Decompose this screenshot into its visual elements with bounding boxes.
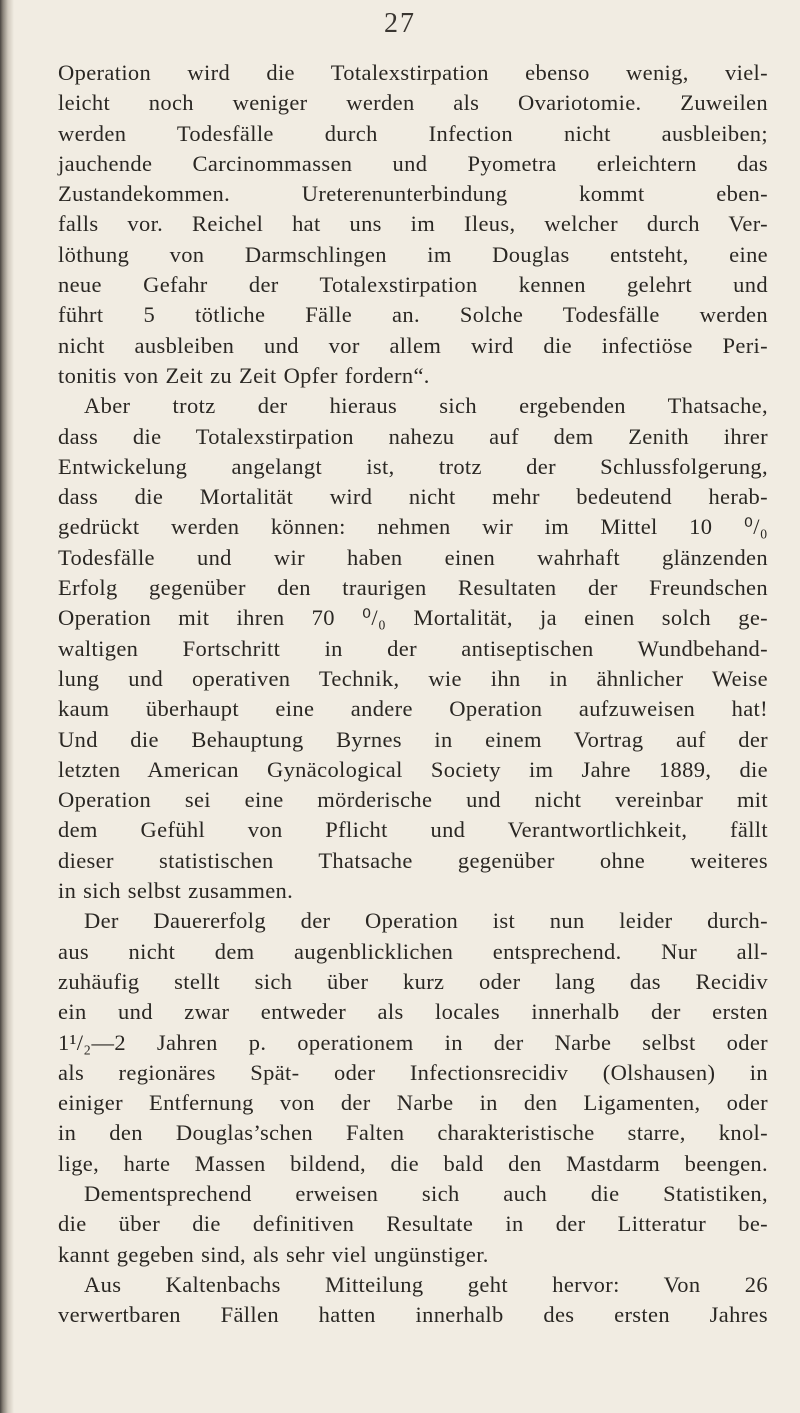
text-line: neue Gefahr der Totalexstirpation kennen gelehrt und (58, 272, 768, 298)
body-text (58, 58, 768, 1330)
text-line: nicht ausbleiben und vor allem wird die infectiöse Peri- (58, 332, 768, 358)
text-line: lige, harte Massen bildend, die bald den Mastdarm beengen. (58, 1150, 768, 1176)
text-line: dieser statistischen Thatsache gegenüber ohne weiteres (58, 847, 768, 873)
text-line: letzten American Gynäcological Society im Jahre 1889, die (58, 756, 768, 782)
text-line: ein und zwar entweder als locales innerhalb der ersten (58, 999, 768, 1025)
text-line: verwertbaren Fällen hatten innerhalb des ersten Jahres (58, 1302, 768, 1328)
text-line: Zustandekommen. Ureterenunterbindung kommt eben- (58, 181, 768, 207)
text-line: einiger Entfernung von der Narbe in den Ligamenten, oder (58, 1090, 768, 1116)
text-line: falls vor. Reichel hat uns im Ileus, welcher durch Ver- (58, 211, 768, 237)
text-line: in den Douglas’schen Falten charakteristische starre, knol- (58, 1120, 768, 1146)
text-line: gedrückt werden können: nehmen wir im Mittel 10 ⁰/₀ (58, 514, 768, 540)
text-line: Entwickelung angelangt ist, trotz der Schlussfolgerung, (58, 453, 768, 479)
text-line: Der Dauererfolg der Operation ist nun leider durch- (84, 908, 768, 934)
text-line: Erfolg gegenüber den traurigen Resultaten der Freundschen (58, 575, 768, 601)
text-line: dass die Mortalität wird nicht mehr bedeutend herab- (58, 484, 768, 510)
text-line: jauchende Carcinommassen und Pyometra erleichtern das (58, 150, 768, 176)
text-line: 1¹/₂—2 Jahren p. operationem in der Narbe selbst oder (58, 1029, 768, 1055)
text-line: lung und operativen Technik, wie ihn in ähnlicher Weise (58, 665, 768, 691)
text-line: Aus Kaltenbachs Mitteilung geht hervor: Von 26 (84, 1271, 768, 1297)
text-line: aus nicht dem augenblicklichen entsprechend. Nur all- (58, 938, 768, 964)
text-line: als regionäres Spät- oder Infectionsrecidiv (Olshausen) in (58, 1059, 768, 1085)
text-line: dem Gefühl von Pflicht und Verantwortlichkeit, fällt (58, 817, 768, 843)
text-line: kannt gegeben sind, als sehr viel ungünstiger. (58, 1241, 489, 1267)
text-line: führt 5 tötliche Fälle an. Solche Todesfälle werden (58, 302, 768, 328)
text-line: Aber trotz der hieraus sich ergebenden Thatsache, (84, 393, 768, 419)
text-line: werden Todesfälle durch Infection nicht ausbleiben; (58, 120, 768, 146)
text-line: Operation sei eine mörderische und nicht vereinbar mit (58, 787, 768, 813)
text-line: tonitis von Zeit zu Zeit Opfer fordern“. (58, 362, 430, 388)
text-line: dass die Totalexstirpation nahezu auf dem Zenith ihrer (58, 423, 768, 449)
text-line: die über die definitiven Resultate in der Litteratur be- (58, 1211, 768, 1237)
text-line: Dementsprechend erweisen sich auch die Statistiken, (84, 1180, 768, 1206)
text-line: Operation mit ihren 70 ⁰/₀ Mortalität, ja einen solch ge- (58, 605, 768, 631)
text-line: Und die Behauptung Byrnes in einem Vortrag auf der (58, 726, 768, 752)
text-line: waltigen Fortschritt in der antiseptischen Wundbehand- (58, 635, 768, 661)
text-line: löthung von Darmschlingen im Douglas entsteht, eine (58, 241, 768, 267)
text-line: in sich selbst zusammen. (58, 878, 294, 904)
text-line: leicht noch weniger werden als Ovariotomie. Zuweilen (58, 90, 768, 116)
page-number: 27 (384, 8, 416, 39)
book-gutter-shadow (0, 0, 14, 1413)
text-line: Operation wird die Totalexstirpation ebenso wenig, viel- (58, 60, 768, 85)
text-line: Todesfälle und wir haben einen wahrhaft glänzenden (58, 544, 768, 570)
text-line: zuhäufig stellt sich über kurz oder lang das Recidiv (58, 968, 768, 994)
text-line: kaum überhaupt eine andere Operation aufzuweisen hat! (58, 696, 768, 722)
